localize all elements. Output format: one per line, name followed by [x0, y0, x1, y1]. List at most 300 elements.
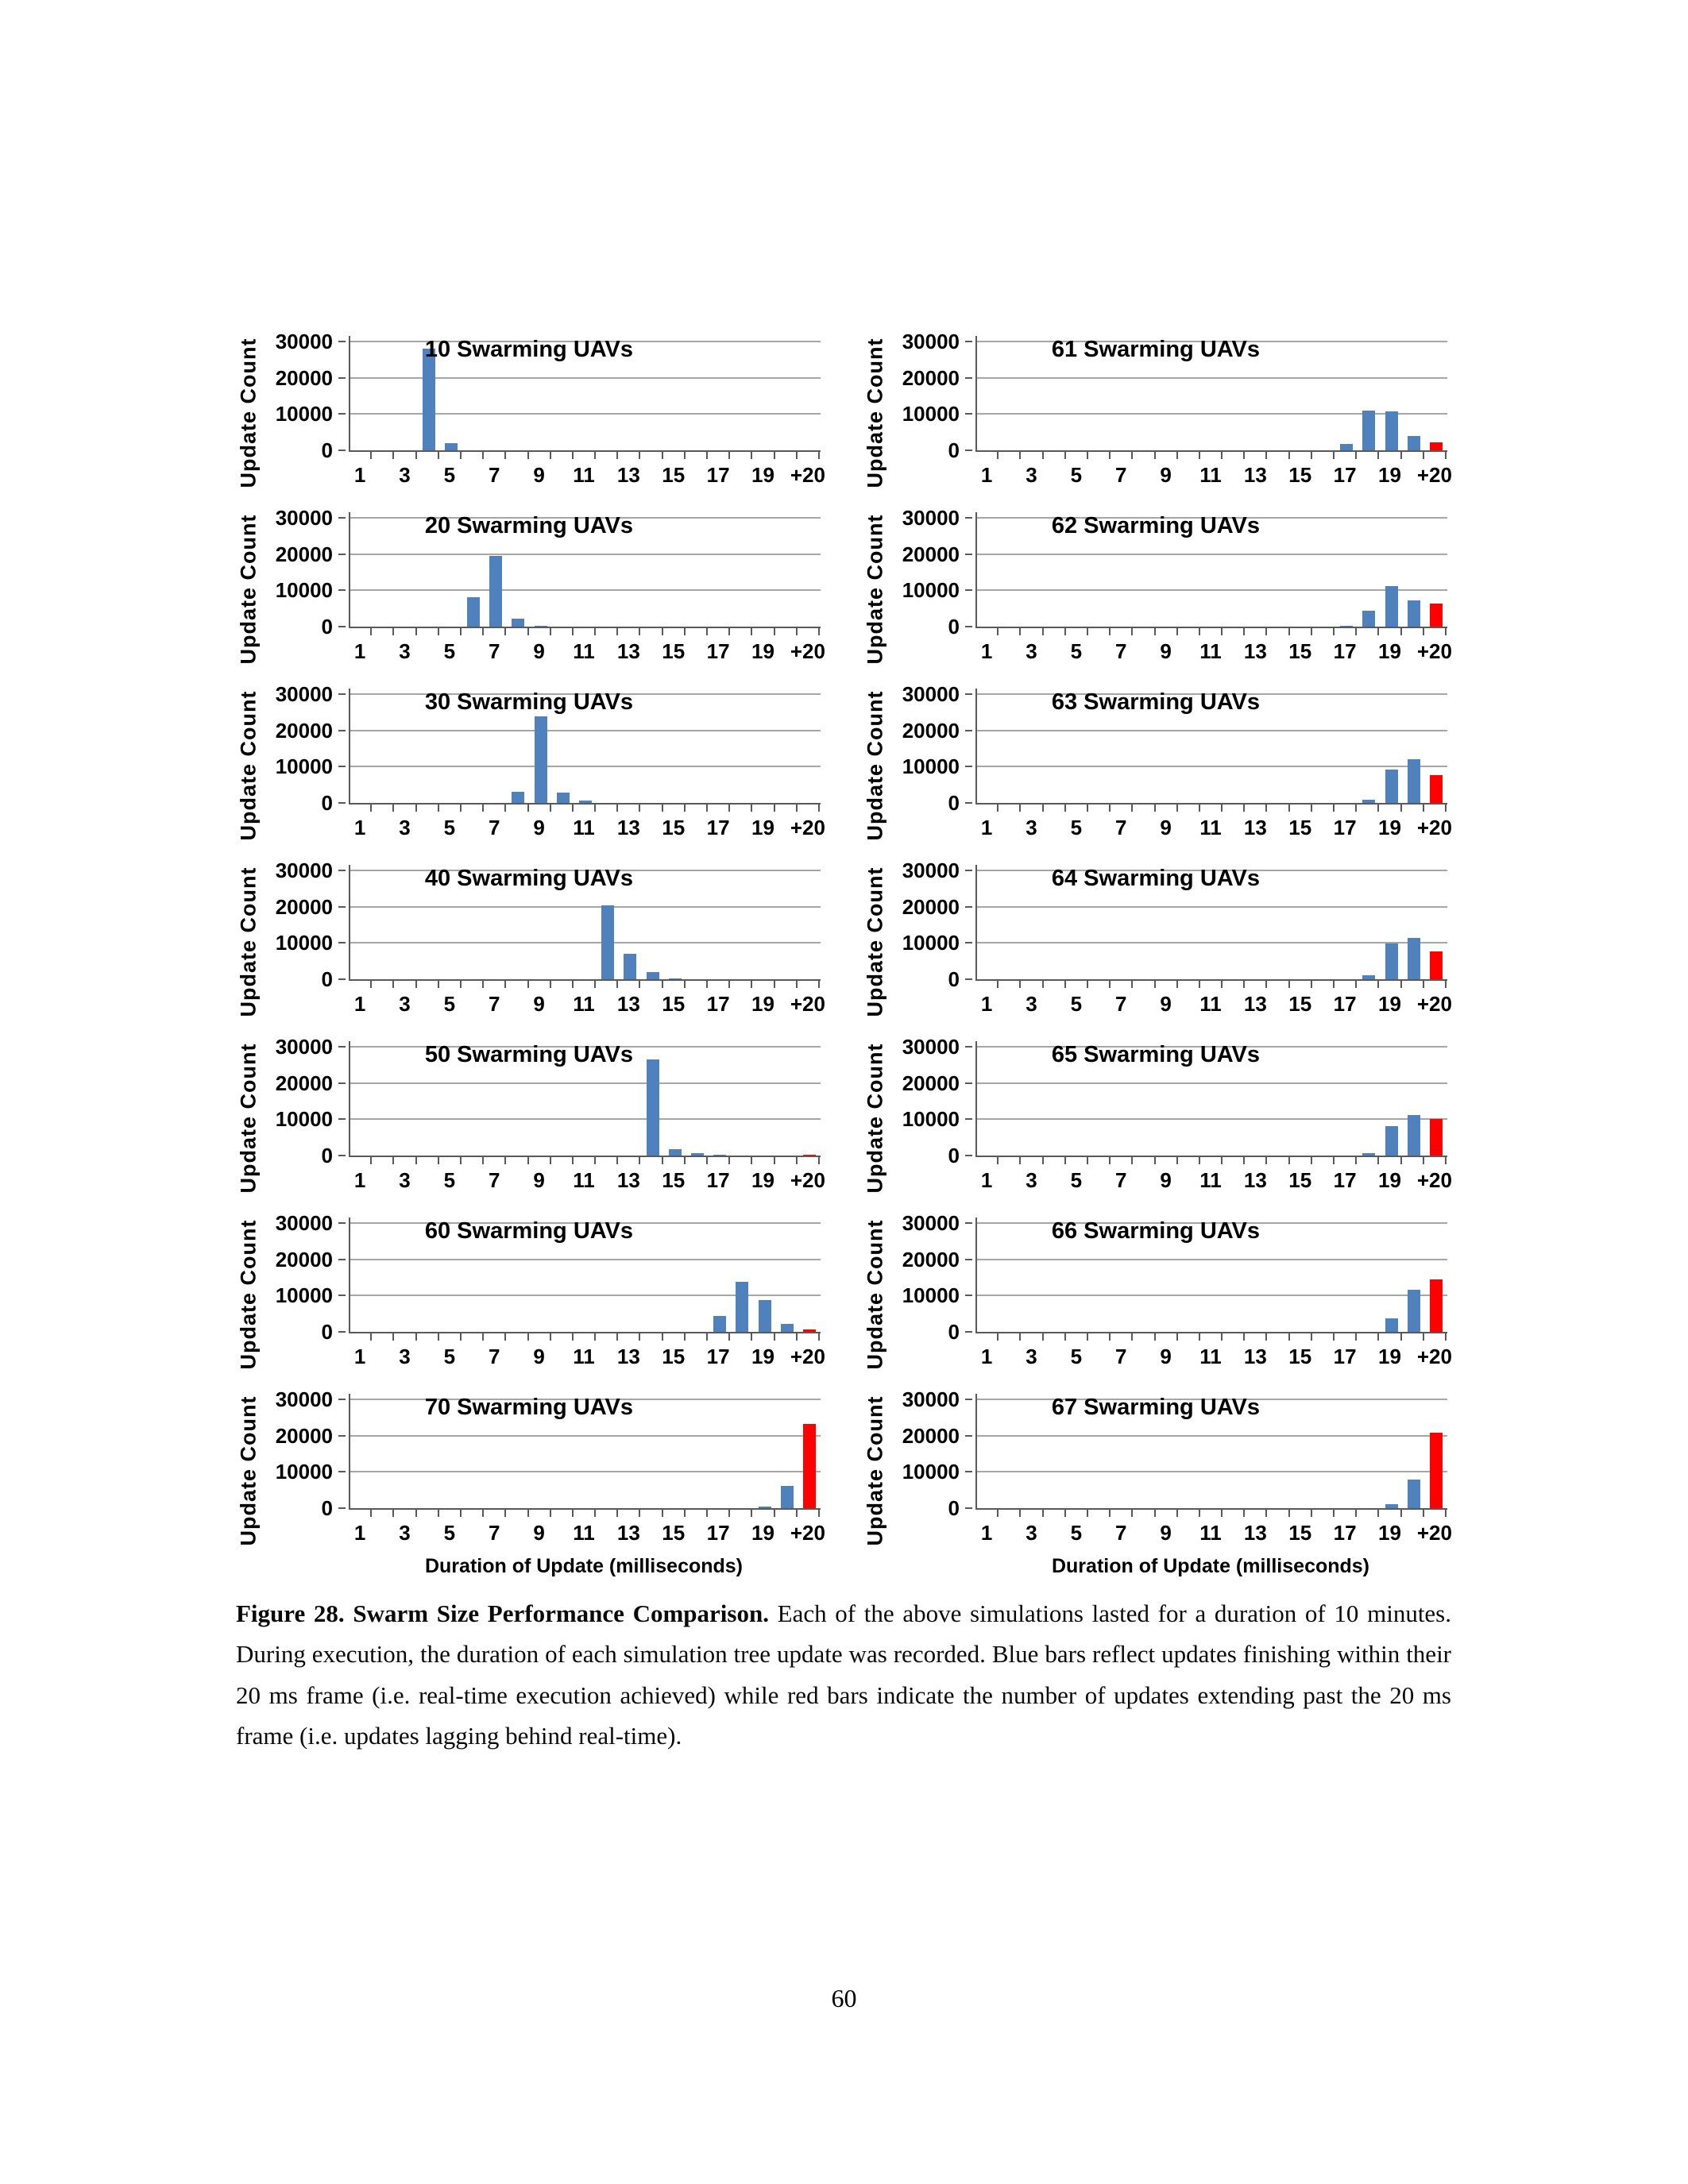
figure-caption-label: Figure 28. Swarm Size Performance Comparison. — [236, 1599, 769, 1627]
grid-line — [977, 1471, 1447, 1472]
y-axis-title-text: Update Count — [236, 1219, 261, 1370]
bar — [1430, 775, 1443, 803]
chart-title: 66 Swarming UAVs — [1051, 1218, 1261, 1244]
x-tick-mark — [662, 1157, 663, 1164]
x-tick-mark — [1221, 628, 1223, 635]
x-tick-mark — [1333, 1510, 1335, 1517]
x-tick-mark — [594, 1157, 596, 1164]
x-tick-label: 7 — [1115, 1345, 1127, 1368]
x-tick-label: 19 — [1378, 639, 1401, 663]
grid-line — [350, 1118, 821, 1120]
grid-line — [350, 766, 821, 767]
x-tick-label: 17 — [706, 1521, 730, 1545]
plot-area — [975, 1042, 1447, 1157]
x-tick-mark — [527, 628, 529, 635]
x-tick-mark — [1355, 1157, 1357, 1164]
bar-chart — [236, 1382, 825, 1587]
bar — [1385, 770, 1398, 803]
x-tick-mark — [997, 981, 999, 988]
x-tick-mark — [796, 1157, 798, 1164]
x-tick-mark — [550, 628, 551, 635]
x-tick-mark — [1243, 628, 1245, 635]
x-tick-label: 1 — [980, 992, 993, 1016]
bar — [713, 1155, 726, 1156]
x-ticks — [349, 981, 825, 1022]
y-tick-mark — [965, 1155, 972, 1156]
x-tick-mark — [1064, 1510, 1066, 1517]
x-tick-mark — [751, 1510, 752, 1517]
bar — [647, 972, 659, 979]
x-tick-mark — [1400, 805, 1402, 812]
x-tick-mark — [684, 628, 686, 635]
x-tick-mark — [370, 981, 372, 988]
grid-line — [350, 1295, 821, 1296]
x-tick-mark — [774, 981, 775, 988]
y-tick-mark — [338, 942, 346, 943]
x-tick-label: 1 — [353, 1521, 366, 1545]
x-tick-mark — [1265, 981, 1267, 988]
x-tick-label: 9 — [1160, 1521, 1172, 1545]
y-tick-label: 30000 — [275, 330, 333, 353]
x-tick-label: 15 — [1288, 1168, 1312, 1192]
x-tick-mark — [684, 1157, 686, 1164]
x-tick-label: 17 — [706, 992, 730, 1016]
x-tick-label: 13 — [616, 1345, 640, 1368]
x-tick-mark — [1265, 628, 1267, 635]
y-tick-label: 20000 — [275, 718, 333, 743]
x-tick-mark — [482, 1333, 484, 1341]
grid-line — [977, 377, 1447, 379]
y-tick-mark — [965, 1118, 972, 1120]
x-tick-label: 11 — [573, 992, 595, 1016]
y-tick-label: 20000 — [902, 718, 960, 743]
x-tick-label: +20 — [790, 816, 825, 839]
x-tick-label: 15 — [662, 992, 686, 1016]
x-tick-mark — [751, 1157, 752, 1164]
y-tick-mark — [965, 377, 972, 379]
y-tick-label: 0 — [321, 1144, 333, 1167]
chart-title: 40 Swarming UAVs — [424, 866, 634, 891]
x-tick-label: 13 — [1243, 463, 1267, 487]
grid-line — [977, 1295, 1447, 1296]
plot-area — [349, 513, 821, 628]
x-ticks — [349, 1510, 825, 1551]
x-tick-mark — [594, 805, 596, 812]
charts-grid — [236, 324, 1451, 1587]
x-tick-mark — [1042, 1333, 1044, 1341]
x-tick-mark — [1042, 1157, 1044, 1164]
x-tick-mark — [774, 1157, 775, 1164]
y-tick-mark — [338, 517, 346, 519]
x-tick-label: 13 — [1243, 639, 1267, 663]
x-tick-mark — [1176, 805, 1178, 812]
y-tick-mark — [338, 589, 346, 591]
grid-line — [350, 1471, 821, 1472]
x-tick-mark — [527, 1157, 529, 1164]
x-tick-mark — [616, 1333, 618, 1341]
y-tick-mark — [338, 413, 346, 415]
x-tick-mark — [1333, 1333, 1335, 1341]
y-ticks — [266, 1035, 346, 1167]
x-tick-mark — [460, 1157, 462, 1164]
x-tick-label: 13 — [616, 463, 640, 487]
y-tick-label: 30000 — [902, 682, 960, 706]
x-tick-label: 9 — [533, 639, 545, 663]
y-axis-title-text: Update Count — [863, 1043, 887, 1194]
x-tick-label: +20 — [1416, 992, 1452, 1016]
y-tick-mark — [965, 1295, 972, 1296]
bar — [1430, 442, 1443, 451]
x-tick-mark — [438, 981, 439, 988]
x-tick-mark — [550, 805, 551, 812]
x-tick-label: 17 — [706, 1168, 730, 1192]
y-tick-mark — [338, 1295, 346, 1296]
x-tick-label: 15 — [662, 463, 686, 487]
x-tick-label: 3 — [1026, 1521, 1037, 1545]
x-tick-mark — [504, 1333, 506, 1341]
x-tick-label: 11 — [573, 816, 595, 839]
x-tick-mark — [460, 805, 462, 812]
y-tick-label: 30000 — [902, 506, 960, 530]
y-axis-title-text: Update Count — [863, 1395, 887, 1546]
x-tick-label: 19 — [751, 1345, 774, 1368]
x-tick-mark — [1377, 805, 1379, 812]
x-tick-label: 15 — [662, 1521, 686, 1545]
x-tick-mark — [818, 1157, 820, 1164]
figure-caption-text: Each of the above simulations lasted for a duration of 10 minutes. During execution, the duration of each simulation tree update was recorded. Blue bars reflect updates finishing within their 20 ms frame (i.e. real-time execution achieved) while red bars indicate the number of updates extending past the 20 ms frame (i.e. updates lagging behind real-time). — [236, 1599, 1452, 1750]
plot-wrap — [902, 1387, 1452, 1582]
x-tick-label: 19 — [1378, 816, 1401, 839]
x-tick-label: 11 — [1199, 992, 1222, 1016]
chart-title: 20 Swarming UAVs — [424, 513, 634, 538]
x-tick-mark — [1311, 805, 1312, 812]
x-tick-label: 7 — [1115, 992, 1127, 1016]
x-tick-mark — [370, 1510, 372, 1517]
x-ticks — [349, 1333, 825, 1375]
y-tick-label: 10000 — [902, 402, 960, 426]
x-tick-label: 17 — [1333, 1345, 1357, 1368]
x-tick-mark — [1265, 1333, 1267, 1341]
x-tick-mark — [997, 628, 999, 635]
x-tick-mark — [706, 628, 708, 635]
x-axis-title: Duration of Update (milliseconds) — [1051, 1555, 1370, 1577]
grid-line — [977, 730, 1447, 731]
x-tick-label: 17 — [1333, 463, 1357, 487]
x-tick-mark — [706, 1333, 708, 1341]
y-tick-label: 20000 — [902, 1071, 960, 1095]
x-tick-mark — [504, 452, 506, 459]
bar-chart — [236, 1029, 825, 1206]
x-tick-mark — [1333, 1157, 1335, 1164]
x-tick-mark — [684, 981, 686, 988]
bar — [1362, 800, 1375, 803]
y-tick-label: 0 — [948, 1144, 960, 1167]
bar-chart — [863, 853, 1451, 1029]
bar — [669, 978, 682, 979]
bar — [1362, 1153, 1375, 1156]
x-tick-mark — [1087, 452, 1088, 459]
bar — [535, 626, 547, 627]
y-ticks — [266, 1211, 346, 1344]
x-tick-label: 5 — [443, 639, 456, 663]
x-tick-label: 17 — [706, 1345, 730, 1368]
x-tick-label: +20 — [1416, 463, 1452, 487]
x-tick-mark — [1445, 1510, 1447, 1517]
x-tick-mark — [1221, 1510, 1223, 1517]
x-tick-label: 19 — [1378, 1168, 1401, 1192]
x-tick-label: 1 — [353, 463, 366, 487]
x-tick-label: 3 — [399, 992, 411, 1016]
x-tick-label: 3 — [1026, 1345, 1037, 1368]
plot-area — [975, 513, 1447, 628]
y-ticks — [893, 506, 972, 639]
x-tick-mark — [1377, 1510, 1379, 1517]
x-tick-mark — [504, 1510, 506, 1517]
x-tick-mark — [1355, 1333, 1357, 1341]
bar — [1385, 1504, 1398, 1508]
x-ticks — [975, 628, 1452, 669]
x-tick-mark — [662, 628, 663, 635]
x-tick-label: 5 — [1070, 639, 1083, 663]
plot-wrap — [902, 1211, 1452, 1406]
x-tick-mark — [438, 628, 439, 635]
x-tick-mark — [572, 628, 574, 635]
x-tick-label: 13 — [1243, 992, 1267, 1016]
x-tick-mark — [1311, 452, 1312, 459]
y-tick-mark — [338, 870, 346, 871]
y-tick-label: 20000 — [275, 1247, 333, 1271]
grid-line — [977, 1259, 1447, 1260]
y-tick-label: 20000 — [275, 894, 333, 919]
grid-line — [350, 1259, 821, 1260]
y-ticks — [266, 330, 346, 462]
x-tick-mark — [1445, 981, 1447, 988]
x-tick-mark — [997, 1510, 999, 1517]
x-tick-mark — [594, 452, 596, 459]
bar-chart — [863, 1206, 1451, 1382]
bar — [691, 1153, 704, 1156]
x-tick-mark — [1221, 452, 1223, 459]
x-tick-mark — [796, 981, 798, 988]
x-tick-mark — [1288, 1157, 1290, 1164]
x-tick-mark — [1019, 981, 1021, 988]
x-tick-mark — [751, 452, 752, 459]
x-tick-label: 13 — [616, 1521, 640, 1545]
x-tick-label: 17 — [1333, 816, 1357, 839]
bar — [1408, 1115, 1420, 1156]
x-tick-mark — [706, 1510, 708, 1517]
x-ticks — [349, 452, 825, 493]
x-tick-label: 15 — [662, 816, 686, 839]
x-tick-mark — [504, 981, 506, 988]
x-tick-mark — [1333, 981, 1335, 988]
x-tick-label: 11 — [573, 1521, 595, 1545]
x-tick-mark — [818, 981, 820, 988]
x-tick-mark — [504, 805, 506, 812]
x-tick-label: 7 — [489, 639, 500, 663]
x-tick-label: +20 — [1416, 816, 1452, 839]
y-ticks — [893, 859, 972, 991]
plot-area — [975, 1218, 1447, 1333]
x-tick-mark — [684, 1510, 686, 1517]
x-tick-label: 11 — [573, 639, 595, 663]
x-tick-mark — [550, 1157, 551, 1164]
x-tick-mark — [1355, 628, 1357, 635]
x-tick-mark — [751, 1333, 752, 1341]
x-tick-mark — [1288, 981, 1290, 988]
y-ticks — [266, 859, 346, 991]
x-tick-mark — [1019, 1510, 1021, 1517]
x-tick-mark — [1176, 981, 1178, 988]
x-axis-title: Duration of Update (milliseconds) — [424, 1555, 744, 1577]
y-ticks — [266, 1387, 346, 1520]
x-tick-mark — [684, 805, 686, 812]
chart-title: 61 Swarming UAVs — [1051, 337, 1261, 362]
plot-wrap — [275, 506, 825, 700]
x-tick-mark — [1400, 1157, 1402, 1164]
x-tick-label: +20 — [790, 1345, 825, 1368]
y-tick-mark — [965, 870, 972, 871]
x-tick-mark — [370, 1333, 372, 1341]
x-tick-label: 13 — [1243, 1345, 1267, 1368]
x-tick-mark — [1311, 1157, 1312, 1164]
x-tick-mark — [1377, 452, 1379, 459]
y-tick-mark — [965, 1399, 972, 1400]
x-tick-label: 9 — [1160, 639, 1172, 663]
x-tick-mark — [1154, 1157, 1156, 1164]
x-tick-mark — [1087, 1510, 1088, 1517]
grid-line — [350, 1435, 821, 1437]
x-tick-label: 1 — [980, 816, 993, 839]
bar-chart — [863, 324, 1451, 500]
x-tick-label: 15 — [1288, 816, 1312, 839]
x-tick-mark — [572, 1157, 574, 1164]
x-tick-label: 9 — [533, 463, 545, 487]
x-tick-label: 5 — [1070, 463, 1083, 487]
x-tick-mark — [392, 452, 394, 459]
y-tick-label: 30000 — [902, 1211, 960, 1235]
bar — [1362, 975, 1375, 979]
y-tick-label: 0 — [948, 438, 960, 462]
x-tick-label: 15 — [1288, 463, 1312, 487]
x-tick-mark — [550, 1333, 551, 1341]
y-tick-label: 0 — [948, 791, 960, 815]
bar — [512, 792, 524, 803]
x-tick-mark — [1176, 1333, 1178, 1341]
x-tick-mark — [818, 452, 820, 459]
y-tick-mark — [965, 1222, 972, 1224]
x-tick-label: 5 — [443, 992, 456, 1016]
x-tick-mark — [1199, 628, 1200, 635]
x-tick-mark — [1042, 805, 1044, 812]
x-tick-mark — [1423, 452, 1424, 459]
x-tick-mark — [1288, 805, 1290, 812]
grid-line — [977, 1435, 1447, 1437]
x-tick-mark — [616, 628, 618, 635]
x-tick-mark — [392, 981, 394, 988]
x-tick-label: 19 — [751, 463, 774, 487]
grid-line — [977, 413, 1447, 415]
x-tick-mark — [415, 1333, 417, 1341]
bar — [423, 349, 435, 450]
x-tick-label: 7 — [489, 1521, 500, 1545]
x-tick-label: 1 — [980, 1345, 993, 1368]
x-tick-mark — [1064, 981, 1066, 988]
x-tick-mark — [1131, 805, 1133, 812]
x-tick-mark — [415, 805, 417, 812]
y-tick-mark — [965, 802, 972, 804]
x-tick-mark — [1243, 805, 1245, 812]
y-tick-mark — [338, 730, 346, 731]
bar — [601, 905, 614, 979]
plot-area — [349, 1218, 821, 1333]
x-tick-mark — [1131, 1333, 1133, 1341]
y-tick-label: 10000 — [902, 754, 960, 779]
x-tick-label: 19 — [751, 816, 774, 839]
x-tick-mark — [1109, 1157, 1111, 1164]
y-tick-label: 30000 — [902, 859, 960, 882]
x-tick-mark — [527, 1510, 529, 1517]
x-tick-mark — [1064, 628, 1066, 635]
y-tick-label: 30000 — [275, 859, 333, 882]
x-ticks — [975, 1510, 1452, 1551]
bar-chart — [863, 1382, 1451, 1587]
x-tick-mark — [1423, 628, 1424, 635]
y-tick-mark — [338, 1259, 346, 1260]
x-tick-mark — [1333, 628, 1335, 635]
x-tick-label: 7 — [1115, 639, 1127, 663]
y-tick-label: 10000 — [275, 931, 333, 955]
y-tick-label: 30000 — [275, 682, 333, 706]
y-tick-mark — [965, 626, 972, 627]
y-tick-mark — [338, 450, 346, 451]
x-tick-mark — [728, 452, 730, 459]
bar-chart — [236, 500, 825, 677]
x-tick-mark — [1445, 805, 1447, 812]
y-tick-label: 30000 — [902, 1387, 960, 1411]
bar — [781, 1324, 794, 1333]
x-tick-label: +20 — [1416, 1345, 1452, 1368]
x-tick-mark — [460, 452, 462, 459]
x-tick-label: 19 — [1378, 463, 1401, 487]
x-tick-label: 1 — [353, 639, 366, 663]
figure-caption — [236, 1593, 1451, 1757]
x-tick-mark — [1377, 1333, 1379, 1341]
bar — [535, 716, 547, 803]
x-tick-mark — [1109, 981, 1111, 988]
plot-area — [349, 1395, 821, 1510]
x-tick-mark — [706, 1157, 708, 1164]
x-tick-label: 7 — [1115, 1168, 1127, 1192]
charts-column-left — [236, 324, 825, 1587]
x-tick-mark — [1154, 805, 1156, 812]
x-tick-mark — [550, 452, 551, 459]
x-tick-mark — [1042, 628, 1044, 635]
bar — [1340, 626, 1353, 627]
x-tick-mark — [1131, 1510, 1133, 1517]
y-tick-mark — [338, 1331, 346, 1333]
y-tick-mark — [338, 1118, 346, 1120]
y-tick-label: 20000 — [902, 1247, 960, 1271]
x-tick-mark — [1355, 452, 1357, 459]
bar-chart — [236, 324, 825, 500]
x-tick-mark — [616, 1510, 618, 1517]
y-tick-label: 10000 — [902, 1460, 960, 1484]
chart-title: 63 Swarming UAVs — [1051, 689, 1261, 715]
x-tick-label: 1 — [353, 816, 366, 839]
x-tick-mark — [392, 805, 394, 812]
y-tick-label: 0 — [948, 1496, 960, 1520]
